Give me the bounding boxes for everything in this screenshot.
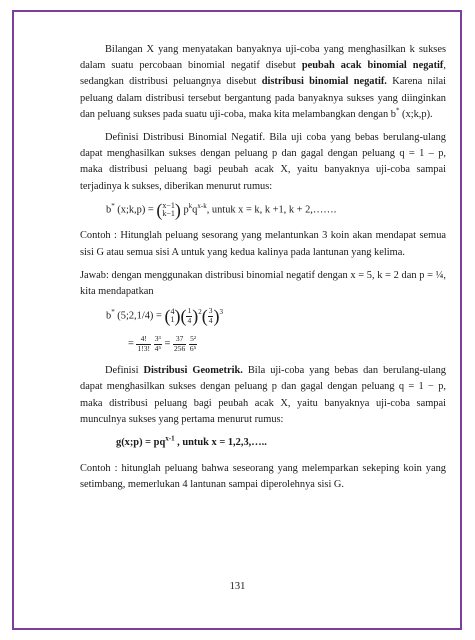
paragraph-intro <box>80 42 446 123</box>
formula2-b-exp: 3 <box>219 308 223 317</box>
intro-term-distribution: distribusi binomial negatif. <box>261 76 387 88</box>
formula2-factor-b: ( $\frac{3}{4}$ ) <box>201 306 220 327</box>
formula3-c-num: 37 <box>173 335 186 345</box>
formula2-binomial: ( 4 1 ) <box>164 306 181 327</box>
formula3-a-num: 4! <box>136 335 151 345</box>
paragraph-example-1: Contoh : Hitunglah peluang sesorang yang melantunkan 3 koin akan mendapat semua sisi G atau semua sisi A untuk yang kedua kalinya pada lantunan yang kelima. <box>80 230 446 258</box>
formula3-frac-c <box>173 335 186 353</box>
intro-text-a: Bilangan X yang menyatakan banyaknya uji-coba yang menghasilkan k sukses dalam suatu percobaan binomial negatif disebut <box>80 44 446 72</box>
paragraph-definition-geometric <box>80 363 446 428</box>
formula3-equals-2: = <box>161 338 174 350</box>
formula2-a-exp: 2 <box>198 308 202 317</box>
formula2-binom-bottom: 1 <box>170 315 175 325</box>
formula4-domain: , untuk x = 1,2,3,….. <box>174 437 267 449</box>
paragraph-answer-1: Jawab: dengan menggunakan distribusi binomial negatif dengan x = 5, k = 2 dan p = ¼, kita mendapatkan <box>80 269 446 298</box>
formula3-frac-a <box>136 335 151 353</box>
formula1-binomial: ( x−1 k−1 ) <box>156 199 181 220</box>
formula1-p: p <box>180 204 189 216</box>
formula2-a-num: 1 <box>187 306 192 316</box>
geometric-text-a: Definisi <box>105 365 144 377</box>
formula2-b-den: 4 <box>208 315 213 325</box>
formula1-binom-bottom: k−1 <box>162 208 175 218</box>
geometric-term: Distribusi Geometrik. <box>143 365 243 377</box>
geometric-text-c: Bila uji-coba yang bebas dan berulang-ulang dapat menghasilkan sukses dengan peluang p dan gagal dengan peluang q = 1 − p, maka distribusi peluang bagi peubah acak X, yaitu banyaknya uji-coba sampai munculnya sukses yang pertama menurut rumus: <box>80 365 447 425</box>
formula1-q: q <box>192 204 198 216</box>
formula1-binom-top: x−1 <box>162 200 175 210</box>
formula3-b-den: 4⁵ <box>154 343 161 353</box>
formula-geometric <box>116 435 446 451</box>
formula2-b-num: 3 <box>208 306 213 316</box>
body-text <box>80 42 446 501</box>
intro-text-c: , sedangkan distribusi peluangnya disebut <box>80 60 446 88</box>
intro-superscript: * <box>395 106 400 115</box>
formula3-d-den: 6⁵ <box>189 343 197 353</box>
formula1-sup: * <box>111 201 115 210</box>
formula4-exp: x-1 <box>165 434 175 443</box>
formula3-a-den: 1!3! <box>137 343 150 353</box>
paragraph-example-2: Contoh : hitunglah peluang bahwa seseorang yang melemparkan sekeping koin yang setimbang, memerlukan 4 lantunan sampai diperolehnya sisi G. <box>80 463 446 491</box>
formula3-frac-d <box>189 335 197 353</box>
intro-term-variable: peubah acak binomial negatif <box>301 60 444 72</box>
formula4-lhs: g(x;p) = pq <box>116 437 166 449</box>
formula2-lhs: b <box>106 310 112 322</box>
formula-example-result <box>128 335 446 353</box>
formula1-p-exp: k <box>188 201 193 210</box>
intro-text-e: Karena nilai peluang dalam distribusi tersebut bergantung pada banyaknya sukses yang diinginkan dan peluang sukses pada suatu uji-coba, maka kita melambangkan dengan b <box>80 76 446 120</box>
formula1-lhs: b <box>106 204 112 216</box>
formula2-binom-top: 4 <box>170 307 175 317</box>
formula1-lhs2: (x;k,p) = <box>114 204 157 216</box>
formula3-d-num: 5² <box>190 334 197 344</box>
paragraph-definition-negative-binomial: Definisi Distribusi Binomial Negatif. Bila uji coba yang bebas berulang-ulang dapat menghasilkan sukses dengan peluang p dan gagal dengan peluang q = 1 – p, maka distribusi peluang bagi peubah acak X, yaitu banyaknya uji-coba sampai terjadinya k sukses, diberikan menurut rumus: <box>80 132 446 192</box>
page-number: 131 <box>229 581 246 592</box>
formula-negative-binomial <box>106 199 446 220</box>
formula3-b-num: 3³ <box>154 334 161 344</box>
formula2-sup: * <box>111 308 115 317</box>
formula1-q-exp: x-k <box>197 201 207 210</box>
formula3-equals: = <box>128 338 137 350</box>
formula1-domain: , untuk x = k, k +1, k + 2,……. <box>206 204 337 216</box>
formula2-lhs2: (5;2,1/4) = <box>114 310 165 322</box>
formula2-factor-a: ( $\frac{1}{4}$ ) <box>180 306 199 327</box>
intro-text-f: (x;k,p). <box>399 108 433 120</box>
formula2-a-den: 4 <box>187 315 192 325</box>
formula3-c-den: 256 <box>174 343 186 353</box>
formula-example-substitution <box>106 307 446 325</box>
formula3-frac-b <box>154 335 162 353</box>
